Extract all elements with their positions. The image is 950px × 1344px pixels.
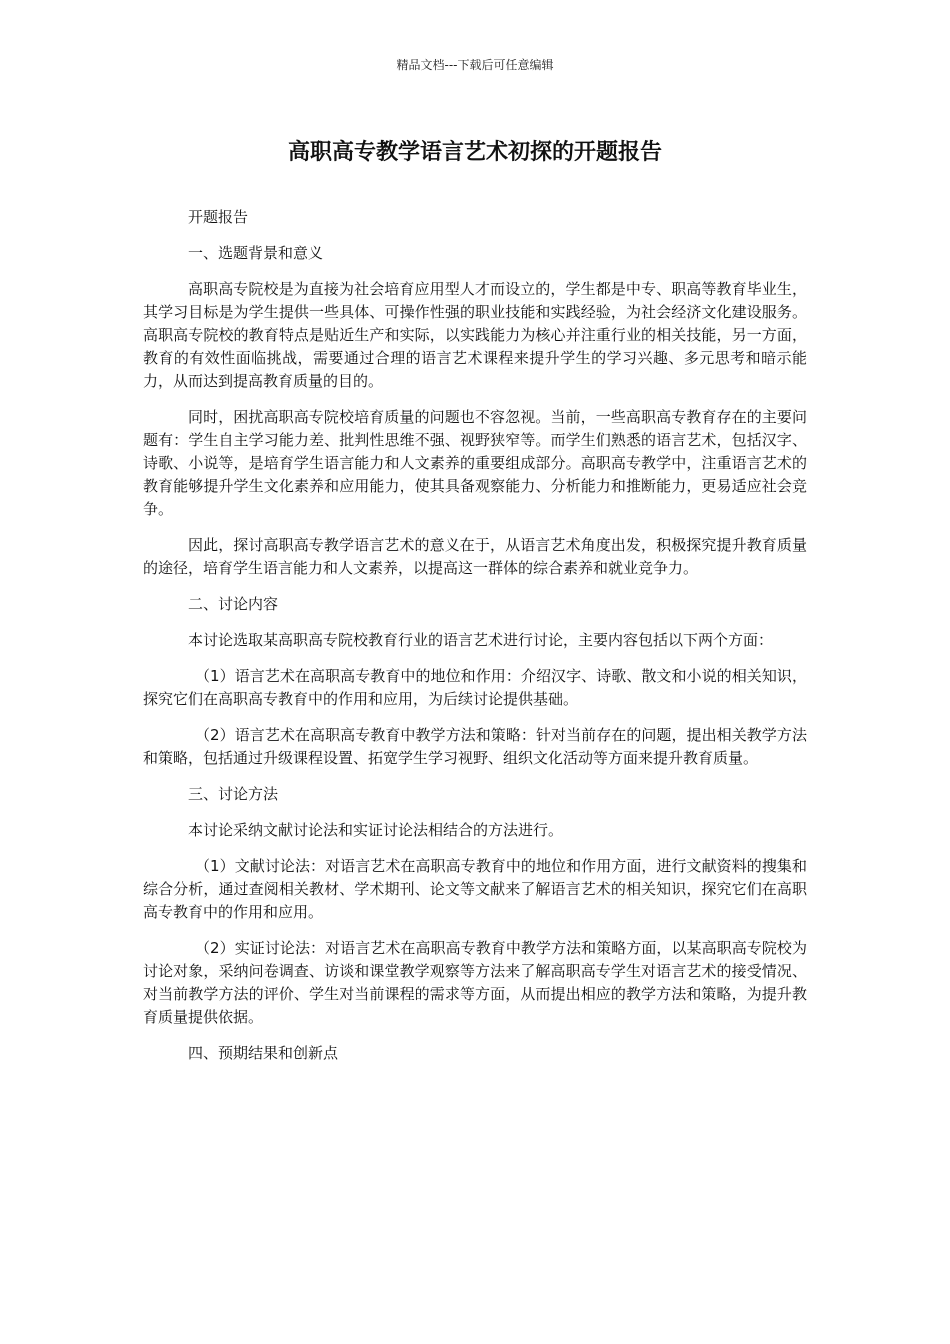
section-2-item-2: （2）语言艺术在高职高专教育中教学方法和策略：针对当前存在的问题，提出相关教学方法和策略，包括通过升级课程设置、拓宽学生学习视野、组织文化活动等方面来提升教育质量。 xyxy=(143,726,807,767)
report-label: 开题报告 xyxy=(188,208,249,226)
section-1-paragraph-2: 同时，困扰高职高专院校培育质量的问题也不容忽视。当前，一些高职高专教育存在的主要问题有：学生自主学习能力差、批判性思维不强、视野狭窄等。而学生们熟悉的语言艺术，包括汉字、诗歌、小说等，是培育学生语言能力和人文素养的重要组成部分。高职高专教学中，注重语言艺术的教育能够提升学生文化素养和应用能力，使其具备观察能力、分析能力和推断能力，更易适应社会竞争。 xyxy=(143,408,807,518)
section-2-paragraph-1: 本讨论选取某高职高专院校教育行业的语言艺术进行讨论，主要内容包括以下两个方面： xyxy=(188,631,774,649)
section-4-heading: 四、预期结果和创新点 xyxy=(188,1044,339,1062)
section-1-paragraph-3: 因此，探讨高职高专教学语言艺术的意义在于，从语言艺术角度出发，积极探究提升教育质量的途径，培育学生语言能力和人文素养，以提高这一群体的综合素养和就业竞争力。 xyxy=(143,536,807,577)
section-1-heading: 一、选题背景和意义 xyxy=(188,244,324,262)
header-note: 精品文档---下载后可任意编辑 xyxy=(396,58,554,72)
section-3-paragraph-1: 本讨论采纳文献讨论法和实证讨论法相结合的方法进行。 xyxy=(188,821,564,839)
section-3-heading: 三、讨论方法 xyxy=(188,785,279,803)
document-title: 高职高专教学语言艺术初探的开题报告 xyxy=(287,140,662,165)
document-body xyxy=(143,206,807,1078)
section-1-paragraph-1: 高职高专院校是为直接为社会培育应用型人才而设立的，学生都是中专、职高等教育毕业生，其学习目标是为学生提供一些具体、可操作性强的职业技能和实践经验，为社会经济文化建设服务。高职高专院校的教育特点是贴近生产和实际，以实践能力为核心并注重行业的相关技能，另一方面，教育的有效性面临挑战，需要通过合理的语言艺术课程来提升学生的学习兴趣、多元思考和暗示能力，从而达到提高教育质量的目的。 xyxy=(143,280,807,390)
section-2-heading: 二、讨论内容 xyxy=(188,595,279,613)
section-3-item-2: （2）实证讨论法：对语言艺术在高职高专教育中教学方法和策略方面，以某高职高专院校为讨论对象，采纳问卷调查、访谈和课堂教学观察等方法来了解高职高专学生对语言艺术的接受情况、对当前教学方法的评价、学生对当前课程的需求等方面，从而提出相应的教学方法和策略，为提升教育质量提供依据。 xyxy=(143,939,807,1026)
section-3-item-1: （1）文献讨论法：对语言艺术在高职高专教育中的地位和作用方面，进行文献资料的搜集和综合分析，通过查阅相关教材、学术期刊、论文等文献来了解语言艺术的相关知识，探究它们在高职高专教育中的作用和应用。 xyxy=(143,857,807,921)
section-2-item-1: （1）语言艺术在高职高专教育中的地位和作用：介绍汉字、诗歌、散文和小说的相关知识，探究它们在高职高专教育中的作用和应用，为后续讨论提供基础。 xyxy=(143,667,807,708)
